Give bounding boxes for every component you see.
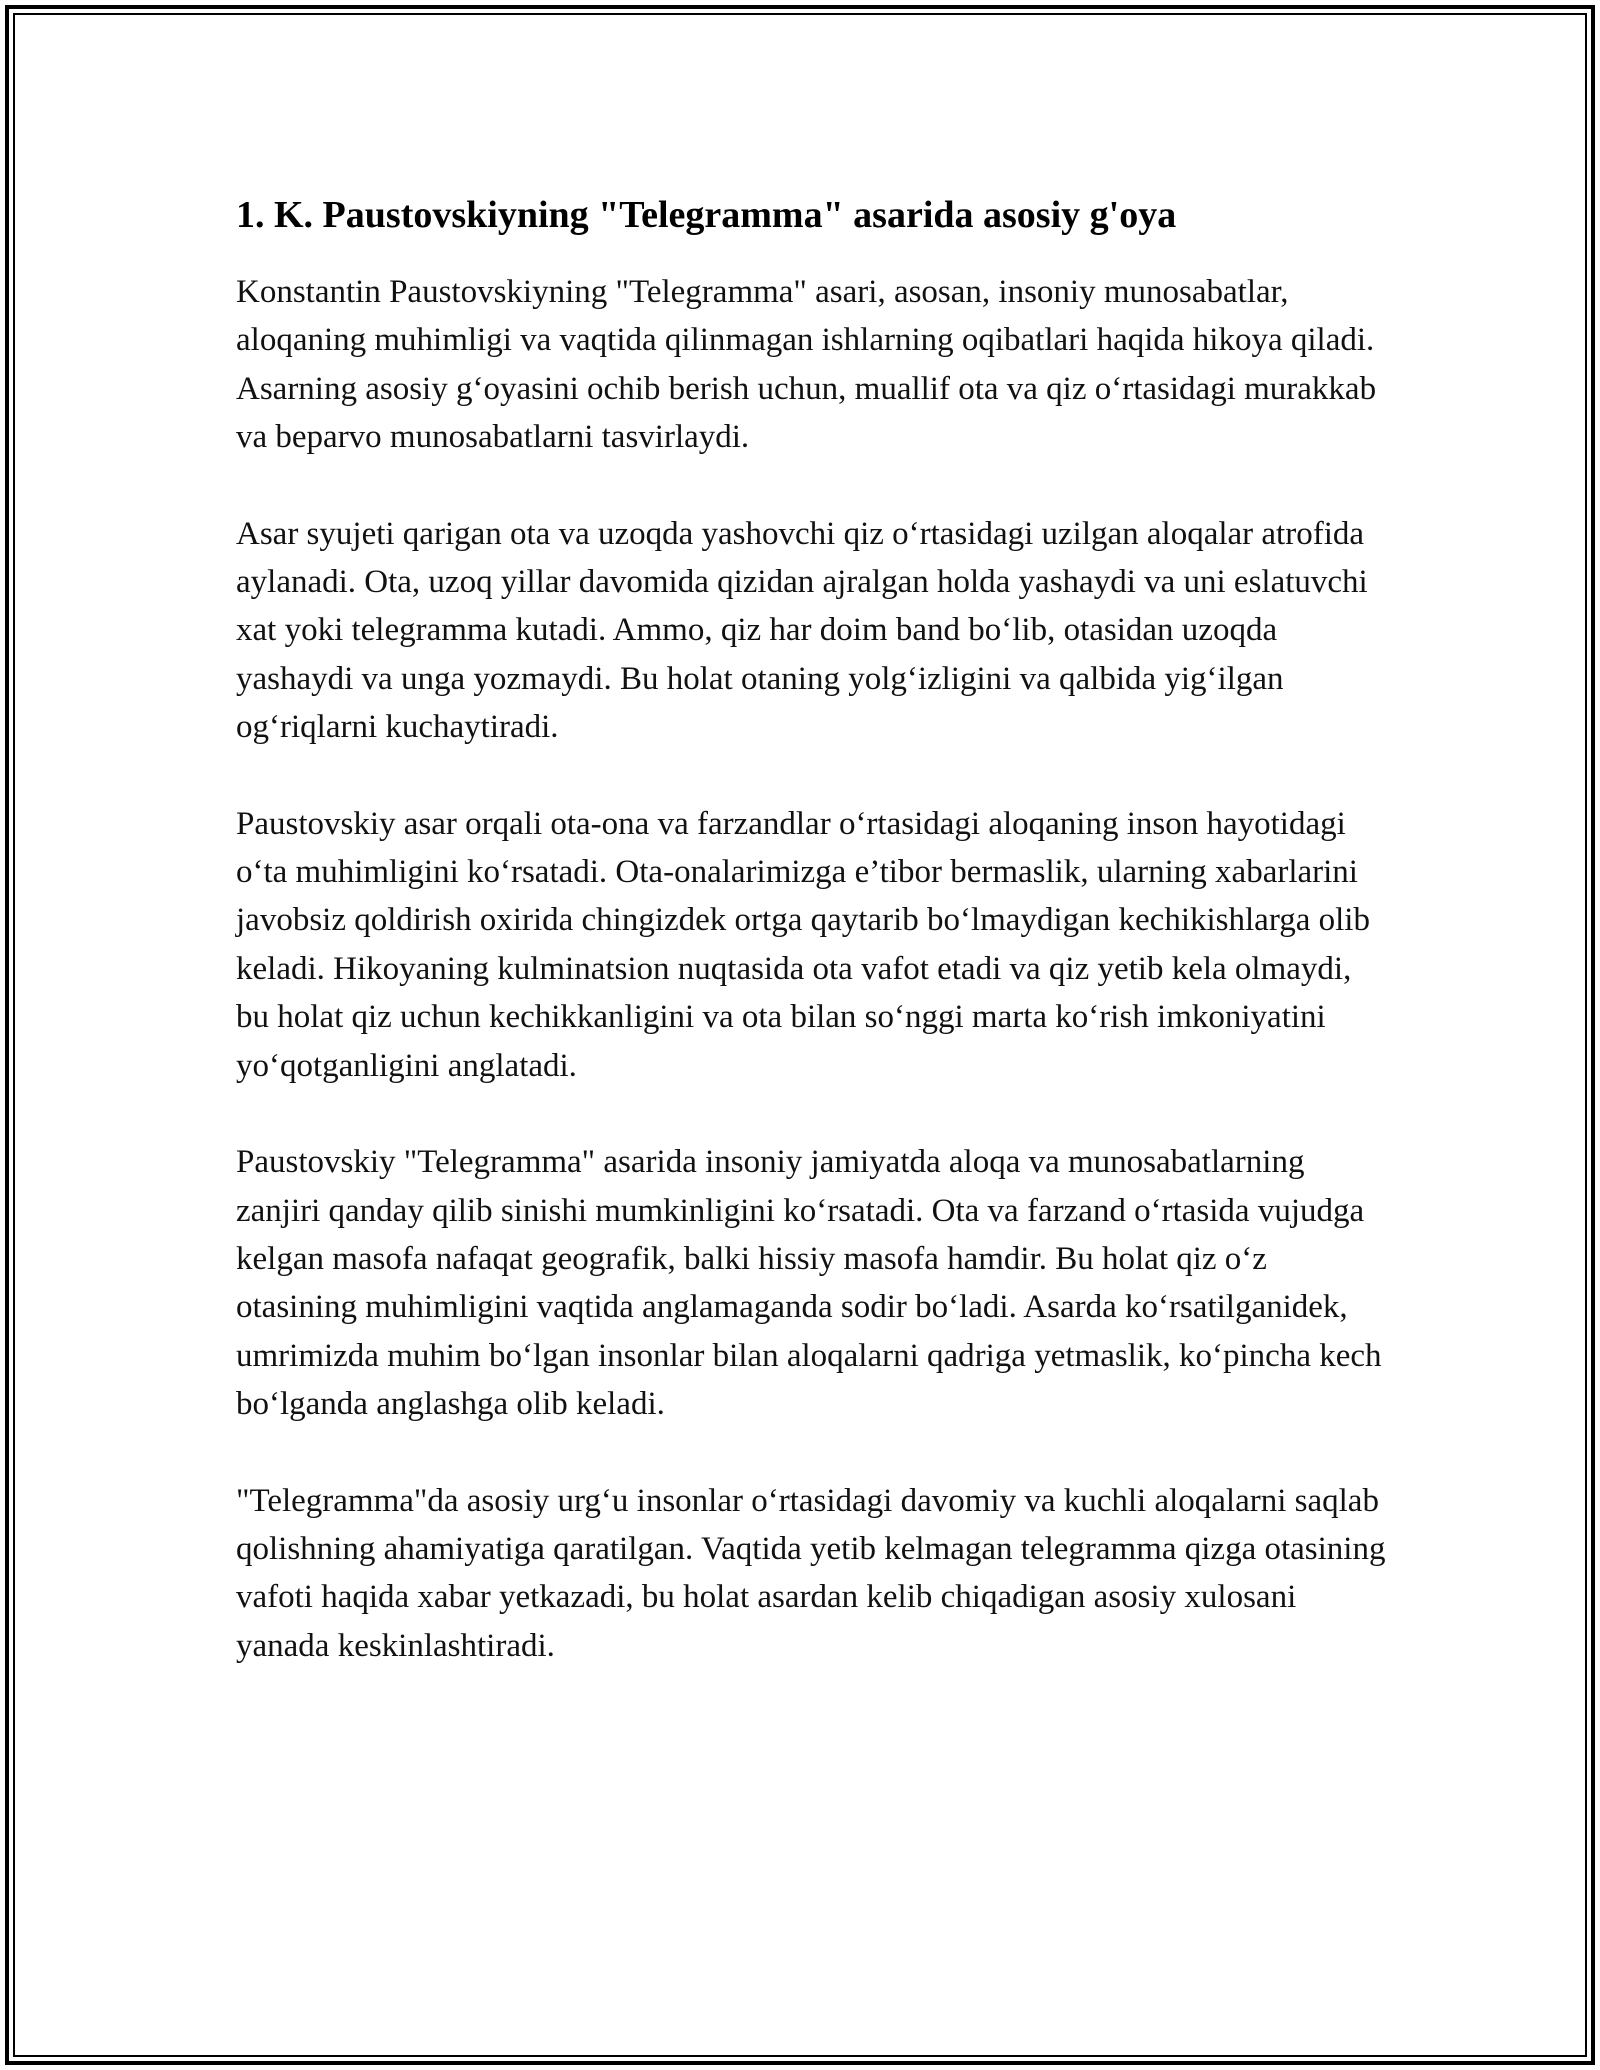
paragraph-distance: Paustovskiy "Telegramma" asarida insoniy jamiyatda aloqa va munosabatlarning zanjiri qanday qilib sinishi mumkinligini ko‘rsatadi. Ota va farzand o‘rtasida vujudga kelgan masofa nafaqat geografik, balki hissiy masofa hamdir. Bu holat qiz o‘z otasining muhimligini vaqtida anglamaganda sodir bo‘ladi. Asarda ko‘rsatilganidek, umrimizda muhim bo‘lgan insonlar bilan aloqalarni qadriga yetmaslik, ko‘pincha kech bo‘lganda anglashga olib keladi.	[236, 1144, 1382, 1423]
paragraph-plot: Asar syujeti qarigan ota va uzoqda yashovchi qiz o‘rtasidagi uzilgan aloqalar atrofida aylanadi. Ota, uzoq yillar davomida qizidan ajralgan holda yashaydi va uni eslatuvchi xat yoki telegramma kutadi. Ammo, qiz har doim band bo‘lib, otasidan uzoqda yashaydi va unga yozmaydi. Bu holat otaning yolg‘izligini va qalbida yig‘ilgan og‘riqlarni kuchaytiradi.	[236, 515, 1368, 746]
document-body	[236, 186, 1386, 1718]
paragraph-conclusion: "Telegramma"da asosiy urg‘u insonlar o‘rtasidagi davomiy va kuchli aloqalarni saqlab qolishning ahamiyatiga qaratilgan. Vaqtida yetib kelmagan telegramma qizga otasining vafoti haqida xabar yetkazadi, bu holat asardan kelib chiqadigan asosiy xulosani yanada keskinlashtiradi.	[236, 1482, 1386, 1664]
paragraph-intro: Konstantin Paustovskiyning "Telegramma" asari, asosan, insoniy munosabatlar, aloqaning muhimligi va vaqtida qilinmagan ishlarning oqibatlari haqida hikoya qiladi. Asarning asosiy g‘oyasini ochib berish uchun, muallif ota va qiz o‘rtasidagi murakkab va beparvo munosabatlarni tasvirlaydi.	[236, 274, 1377, 456]
paragraph-parents-children: Paustovskiy asar orqali ota-ona va farzandlar o‘rtasidagi aloqaning inson hayotidagi o‘ta muhimligini ko‘rsatadi. Ota-onalarimizga e’tibor bermaslik, ularning xabarlarini javobsiz qoldirish oxirida chingizdek ortga qaytarib bo‘lmaydigan kechikishlarga olib keladi. Hikoyaning kulminatsion nuqtasida ota vafot etadi va qiz yetib kela olmaydi, bu holat qiz uchun kechikkanligini va ota bilan so‘nggi marta ko‘rish imkoniyatini yo‘qotganligini anglatadi.	[236, 805, 1370, 1084]
document-title: 1. K. Paustovskiyning "Telegramma" asarida asosiy g'oya	[236, 194, 1177, 236]
